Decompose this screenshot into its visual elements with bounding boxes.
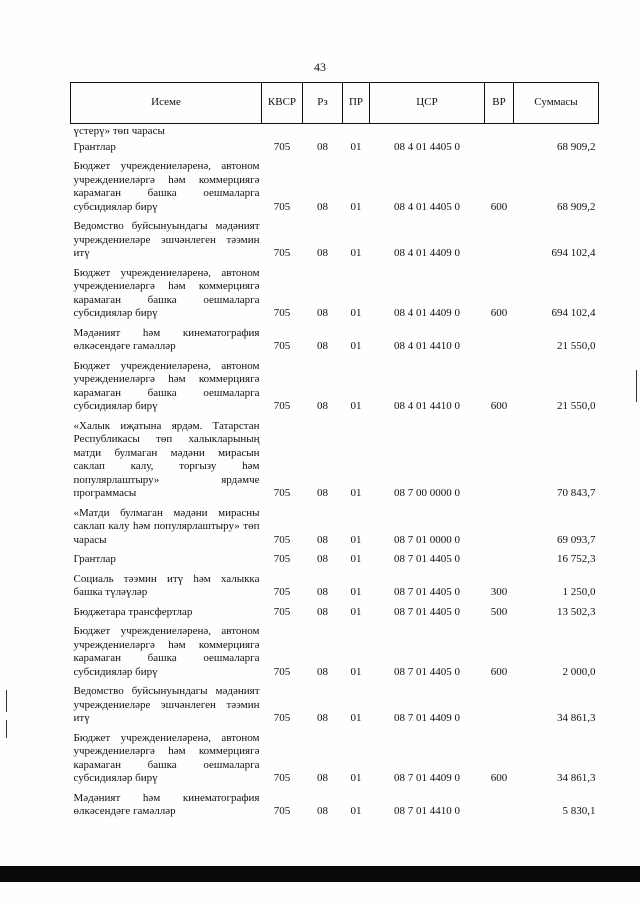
row-vr: 600 (490, 400, 508, 412)
row-sum: 34 861,3 (557, 712, 596, 724)
table-row (71, 605, 599, 625)
row-sum (514, 124, 599, 140)
row-pr: 01 (350, 772, 362, 784)
row-pr (343, 124, 370, 140)
scan-edge-mark (6, 720, 7, 738)
header-csr: ЦСР (370, 83, 485, 124)
row-csr: 08 7 01 4409 0 (394, 712, 460, 724)
table-row (71, 791, 599, 824)
row-name: Мәдәният һәм кинематография өлкәсендәге гамәлләр (73, 326, 260, 352)
row-sum: 68 909,2 (557, 200, 596, 213)
row-sum: 70 843,7 (557, 487, 596, 499)
row-rz: 08 (317, 712, 328, 724)
row-vr (485, 506, 514, 553)
row-rz: 08 (317, 772, 328, 784)
row-rz: 08 (317, 533, 328, 546)
row-rz: 08 (317, 200, 328, 213)
row-sum: 21 550,0 (557, 340, 596, 352)
row-vr (485, 140, 514, 160)
table-row (71, 124, 599, 140)
table-row (71, 684, 599, 731)
row-pr: 01 (350, 665, 362, 678)
row-vr (485, 419, 514, 506)
header-kvsr: КВСР (262, 83, 303, 124)
row-vr: 300 (490, 586, 508, 598)
row-csr: 08 7 01 4405 0 (394, 605, 460, 618)
header-name: Исеме (71, 83, 262, 124)
row-sum: 694 102,4 (551, 247, 596, 259)
row-name: Ведомство буйсынуындагы мәдәният учреждениеләре эшчәнлеген тәэмин итү (73, 685, 260, 724)
row-vr: 500 (490, 605, 508, 618)
row-kvsr: 705 (273, 487, 291, 499)
row-rz: 08 (317, 340, 328, 352)
row-vr (485, 791, 514, 824)
row-vr (485, 219, 514, 266)
row-name: Ведомство буйсынуындагы мәдәният учреждениеләре эшчәнлеген тәэмин итү (73, 220, 260, 259)
row-pr: 01 (350, 247, 362, 259)
row-name: Социаль тәэмин итү һәм халыкка башка түләүләр (73, 572, 260, 598)
table-header-row (71, 83, 599, 124)
row-kvsr: 705 (273, 533, 291, 546)
row-vr (485, 326, 514, 359)
row-rz: 08 (317, 605, 328, 618)
row-kvsr: 705 (273, 307, 291, 319)
row-name: Бюджет учреждениеләренә, автоном учреждениеләргә һәм коммерциягә карамаган башка оешмаларга субсидияләр бирү (73, 625, 260, 678)
row-name: Грантлар (73, 553, 116, 565)
row-vr (485, 684, 514, 731)
row-name: Бюджет учреждениеләренә, автоном учреждениеләргә һәм коммерциягә карамаган башка оешмаларга субсидияләр бирү (73, 160, 260, 213)
row-name: Грантлар (73, 140, 116, 153)
row-sum: 21 550,0 (557, 400, 596, 412)
row-name: Бюджетара трансфертлар (73, 605, 193, 618)
row-csr: 08 7 01 4410 0 (394, 805, 460, 817)
row-csr (370, 124, 485, 140)
row-vr (485, 552, 514, 572)
row-rz (303, 124, 343, 140)
table-row (71, 419, 599, 506)
row-pr: 01 (350, 200, 362, 213)
row-csr: 08 4 01 4410 0 (394, 340, 460, 352)
row-csr: 08 7 00 0000 0 (394, 487, 460, 499)
row-name: Бюджет учреждениеләренә, автоном учреждениеләргә һәм коммерциягә карамаган башка оешмаларга субсидияләр бирү (73, 266, 260, 319)
row-rz: 08 (317, 487, 328, 499)
row-csr: 08 4 01 4409 0 (394, 247, 460, 259)
header-rz: Рз (303, 83, 343, 124)
row-kvsr: 705 (273, 140, 291, 153)
row-sum: 2 000,0 (562, 665, 596, 678)
row-pr: 01 (350, 487, 362, 499)
row-sum: 69 093,7 (557, 533, 596, 546)
table-row (71, 359, 599, 419)
row-kvsr: 705 (273, 805, 291, 817)
row-sum: 68 909,2 (557, 140, 596, 153)
row-kvsr: 705 (273, 247, 291, 259)
row-vr: 600 (490, 772, 508, 784)
row-pr: 01 (350, 805, 362, 817)
row-pr: 01 (350, 712, 362, 724)
row-rz: 08 (317, 553, 328, 565)
row-csr: 08 7 01 4405 0 (394, 586, 460, 598)
scan-edge-mark (6, 690, 7, 712)
row-name: Бюджет учреждениеләренә, автоном учреждениеләргә һәм коммерциягә карамаган башка оешмаларга субсидияләр бирү (73, 359, 260, 412)
row-pr: 01 (350, 586, 362, 598)
table-row (71, 140, 599, 160)
row-csr: 08 4 01 4405 0 (394, 140, 460, 153)
row-rz: 08 (317, 805, 328, 817)
table-row (71, 159, 599, 219)
row-kvsr: 705 (273, 665, 291, 678)
row-pr: 01 (350, 400, 362, 412)
row-sum: 34 861,3 (557, 772, 596, 784)
row-vr: 600 (490, 665, 508, 678)
row-sum: 16 752,3 (557, 553, 596, 565)
table-row (71, 572, 599, 605)
table-row (71, 266, 599, 326)
row-kvsr: 705 (273, 400, 291, 412)
row-sum: 5 830,1 (562, 805, 596, 817)
page-number: 43 (314, 60, 326, 74)
row-csr: 08 7 01 4405 0 (394, 665, 460, 678)
row-sum: 1 250,0 (562, 586, 596, 598)
row-kvsr: 705 (273, 200, 291, 213)
scan-bottom-bar (0, 866, 640, 882)
row-csr: 08 7 01 4409 0 (394, 772, 460, 784)
table-row (71, 731, 599, 791)
row-kvsr: 705 (273, 586, 291, 598)
row-sum: 694 102,4 (551, 307, 596, 319)
header-vr: ВР (485, 83, 514, 124)
row-pr: 01 (350, 340, 362, 352)
budget-table (70, 82, 599, 824)
header-sum: Суммасы (514, 83, 599, 124)
row-rz: 08 (317, 140, 328, 153)
row-kvsr: 705 (273, 712, 291, 724)
table-row (71, 552, 599, 572)
table-body (71, 124, 599, 824)
row-name: «Матди булмаган мәдәни мирасны саклап калу һәм популярлаштыру» төп чарасы (73, 506, 260, 546)
row-name: «Халык иҗатына ярдәм. Татарстан Республикасы төп халыкларының матди булмаган мәдәни мирасын саклап калу, торгызу һәм популярлаштыру» ярдәмче программасы (73, 419, 260, 499)
row-vr: 600 (490, 307, 508, 319)
table-row (71, 624, 599, 684)
header-pr: ПР (343, 83, 370, 124)
row-kvsr (262, 124, 303, 140)
row-rz: 08 (317, 307, 328, 319)
row-vr: 600 (490, 200, 508, 213)
row-kvsr: 705 (273, 340, 291, 352)
scan-edge-mark (636, 370, 637, 402)
table-row (71, 326, 599, 359)
row-pr: 01 (350, 140, 362, 153)
row-vr (485, 124, 514, 140)
row-rz: 08 (317, 665, 328, 678)
row-pr: 01 (350, 533, 362, 546)
row-kvsr: 705 (273, 553, 291, 565)
row-csr: 08 7 01 4405 0 (394, 553, 460, 565)
table-row (71, 219, 599, 266)
row-pr: 01 (350, 553, 362, 565)
row-name: Мәдәният һәм кинематография өлкәсендәге гамәлләр (73, 791, 260, 817)
row-csr: 08 4 01 4405 0 (394, 200, 460, 213)
row-csr: 08 4 01 4410 0 (394, 400, 460, 412)
row-sum: 13 502,3 (557, 605, 596, 618)
row-rz: 08 (317, 247, 328, 259)
row-pr: 01 (350, 605, 362, 618)
row-name: үстерү» төп чарасы (73, 125, 165, 137)
row-name: Бюджет учреждениеләренә, автоном учреждениеләргә һәм коммерциягә карамаган башка оешмаларга субсидияләр бирү (73, 731, 260, 784)
row-pr: 01 (350, 307, 362, 319)
row-kvsr: 705 (273, 772, 291, 784)
row-rz: 08 (317, 400, 328, 412)
row-csr: 08 4 01 4409 0 (394, 307, 460, 319)
row-kvsr: 705 (273, 605, 291, 618)
row-rz: 08 (317, 586, 328, 598)
row-csr: 08 7 01 0000 0 (394, 533, 460, 546)
table-row (71, 506, 599, 553)
